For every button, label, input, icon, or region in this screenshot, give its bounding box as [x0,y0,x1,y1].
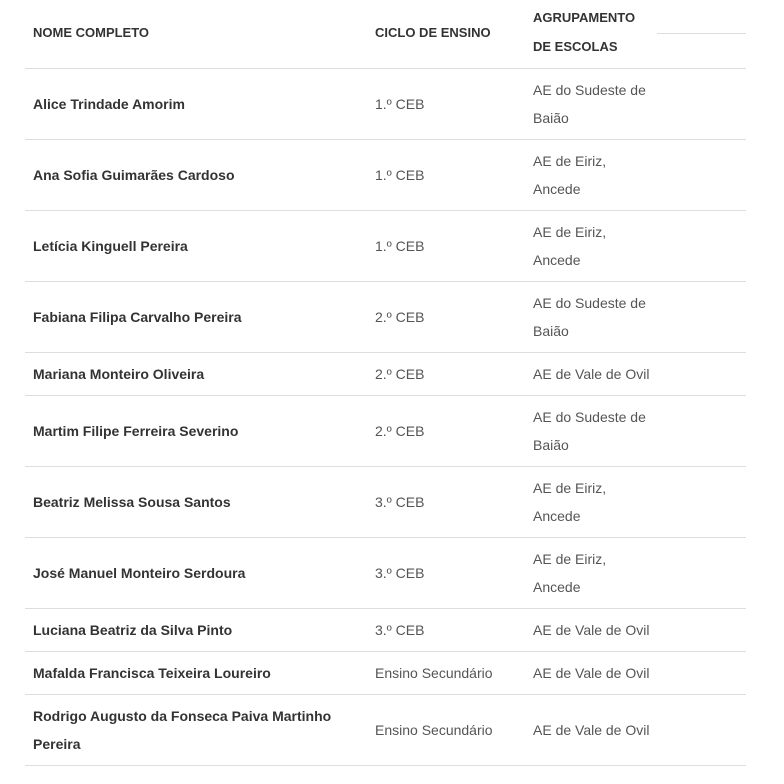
table-row [25,467,746,538]
column-header-full-name: NOME COMPLETO [33,24,150,40]
school-group-cell: AE do Sudeste de Baião [533,295,646,339]
student-name-cell: José Manuel Monteiro Serdoura [33,565,246,581]
table-row [25,652,746,695]
school-group-cell: AE de Eiriz, Ancede [533,480,607,524]
school-group-cell: AE de Vale de Ovil [533,722,650,738]
table-row [25,695,746,766]
table-row [25,211,746,282]
school-group-cell: AE de Vale de Ovil [533,366,650,382]
student-name-cell: Rodrigo Augusto da Fonseca Paiva Martinho Pereira [33,708,332,752]
school-group-cell: AE de Vale de Ovil [533,622,650,638]
table-row [25,69,746,140]
column-header-school-group: AGRUPAMENTO DE ESCOLAS [533,10,636,54]
school-group-cell: AE de Eiriz, Ancede [533,224,607,268]
school-group-cell: AE de Eiriz, Ancede [533,153,607,197]
student-name-cell: Mafalda Francisca Teixeira Loureiro [33,665,271,681]
teaching-cycle-cell: 1.º CEB [375,167,425,183]
table-row [25,609,746,652]
teaching-cycle-cell: 2.º CEB [375,366,425,382]
table-header [25,0,746,69]
student-name-cell: Beatriz Melissa Sousa Santos [33,494,231,510]
student-name-cell: Martim Filipe Ferreira Severino [33,423,239,439]
students-table [25,0,746,766]
student-name-cell: Luciana Beatriz da Silva Pinto [33,622,233,638]
school-group-cell: AE de Eiriz, Ancede [533,551,607,595]
teaching-cycle-cell: Ensino Secundário [375,665,493,681]
table-row [25,396,746,467]
table-row [25,538,746,609]
student-name-cell: Mariana Monteiro Oliveira [33,366,205,382]
teaching-cycle-cell: 3.º CEB [375,565,425,581]
student-name-cell: Fabiana Filipa Carvalho Pereira [33,309,242,325]
teaching-cycle-cell: 3.º CEB [375,494,425,510]
school-group-cell: AE de Vale de Ovil [533,665,650,681]
student-name-cell: Letícia Kinguell Pereira [33,238,188,254]
teaching-cycle-cell: 2.º CEB [375,423,425,439]
teaching-cycle-cell: 3.º CEB [375,622,425,638]
student-name-cell: Alice Trindade Amorim [33,96,185,112]
table-body [25,69,746,766]
school-group-cell: AE do Sudeste de Baião [533,82,646,126]
column-header-teaching-cycle: CICLO DE ENSINO [375,24,491,40]
table-row [25,353,746,396]
teaching-cycle-cell: 1.º CEB [375,96,425,112]
header-divider-line [657,33,746,34]
school-group-cell: AE do Sudeste de Baião [533,409,646,453]
table-row [25,282,746,353]
table-row [25,140,746,211]
teaching-cycle-cell: 1.º CEB [375,238,425,254]
teaching-cycle-cell: Ensino Secundário [375,722,493,738]
student-name-cell: Ana Sofia Guimarães Cardoso [33,167,235,183]
teaching-cycle-cell: 2.º CEB [375,309,425,325]
